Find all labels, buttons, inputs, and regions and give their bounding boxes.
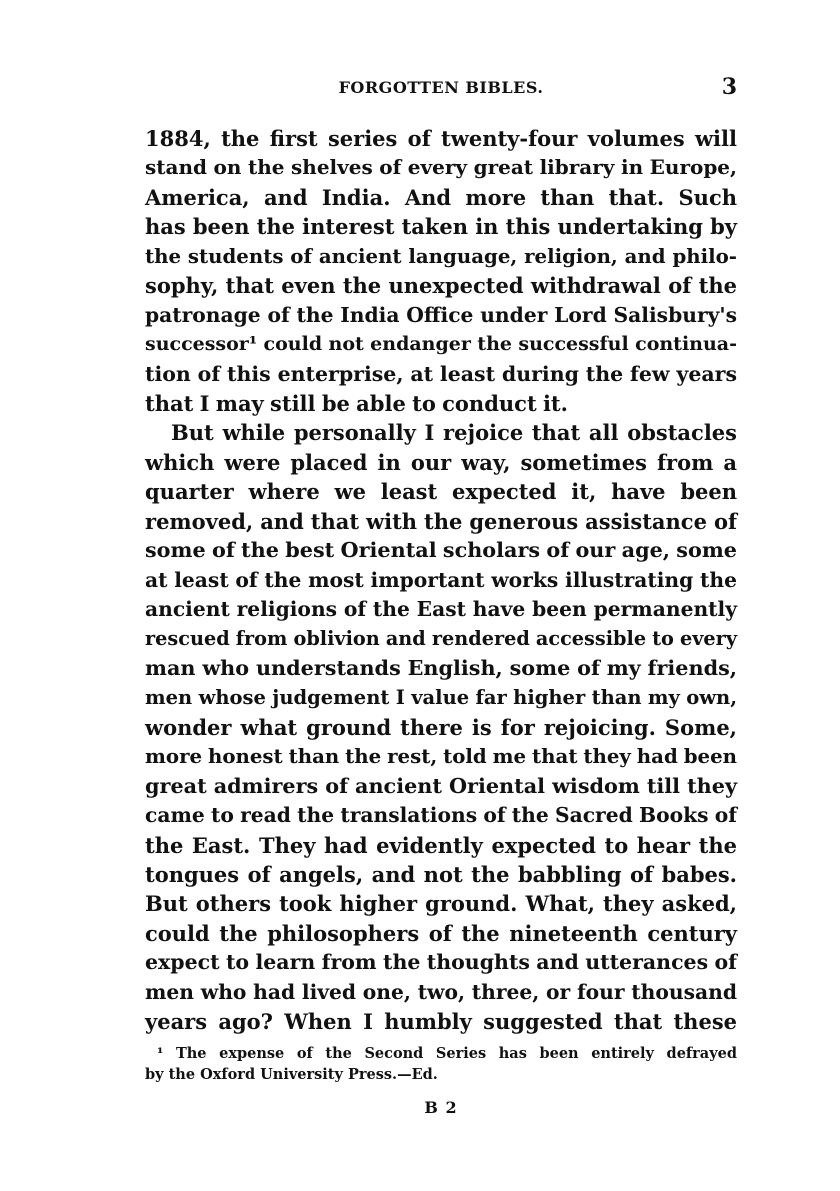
signature-mark: B 2 <box>424 1098 458 1117</box>
text-line: ancient religions of the East have been permanently <box>145 597 737 621</box>
text-line: America, and India. And more than that. Such <box>145 184 737 210</box>
text-line: years ago? When I humbly suggested that these <box>145 1009 737 1035</box>
footnote-line: by the Oxford University Press.—Ed. <box>145 1066 438 1083</box>
text-line: stand on the shelves of every great library in Europe, <box>145 155 737 180</box>
text-line: could the philosophers of the nineteenth century <box>145 920 737 946</box>
text-line: patronage of the India Office under Lord Salisbury's <box>145 302 737 327</box>
text-line: expect to learn from the thoughts and utterances of <box>145 950 737 975</box>
text-line: removed, and that with the generous assistance of <box>145 508 737 534</box>
paragraph-start-line: But while personally I rejoice that all obstacles <box>171 420 737 446</box>
text-line: successor¹ could not endanger the successful continua- <box>145 333 737 356</box>
text-line: the East. They had evidently expected to hear the <box>145 832 737 858</box>
text-line: rescued from oblivion and rendered accessible to every <box>145 627 737 651</box>
text-line: some of the best Oriental scholars of our age, some <box>145 538 737 563</box>
running-head <box>145 76 737 104</box>
text-line: the students of ancient language, religion, and philo- <box>145 243 737 268</box>
text-line: has been the interest taken in this undertaking by <box>145 214 737 240</box>
text-line: came to read the translations of the Sacred Books of <box>145 803 737 828</box>
footnotes <box>145 1043 737 1085</box>
text-line: men who had lived one, two, three, or four thousand <box>145 979 737 1004</box>
text-line: 1884, the first series of twenty-four volumes will <box>145 126 737 151</box>
text-line: man who understands English, some of my friends, <box>145 655 737 680</box>
page-number: 3 <box>721 74 737 100</box>
text-line: which were placed in our way, sometimes from a <box>145 449 737 475</box>
text-line: that I may still be able to conduct it. <box>145 390 568 416</box>
text-line: men whose judgement I value far higher than my own, <box>145 686 737 710</box>
text-line: more honest than the rest, told me that they had been <box>145 744 737 769</box>
text-line: great admirers of ancient Oriental wisdom till they <box>145 773 737 798</box>
text-line: tion of this enterprise, at least during the few years <box>145 361 737 386</box>
text-line: But others took higher ground. What, they asked, <box>145 891 737 917</box>
running-title: FORGOTTEN BIBLES. <box>338 78 544 97</box>
text-line: sophy, that even the unexpected withdrawal of the <box>145 273 737 299</box>
text-line: at least of the most important works illustrating the <box>145 567 737 592</box>
text-line: quarter where we least expected it, have been <box>145 479 737 505</box>
text-line: wonder what ground there is for rejoicing. Some, <box>145 714 737 740</box>
footnote-line: ¹ The expense of the Second Series has been entirely defrayed <box>157 1045 737 1062</box>
text-line: tongues of angels, and not the babbling of babes. <box>145 861 737 887</box>
body-text <box>145 124 737 1037</box>
